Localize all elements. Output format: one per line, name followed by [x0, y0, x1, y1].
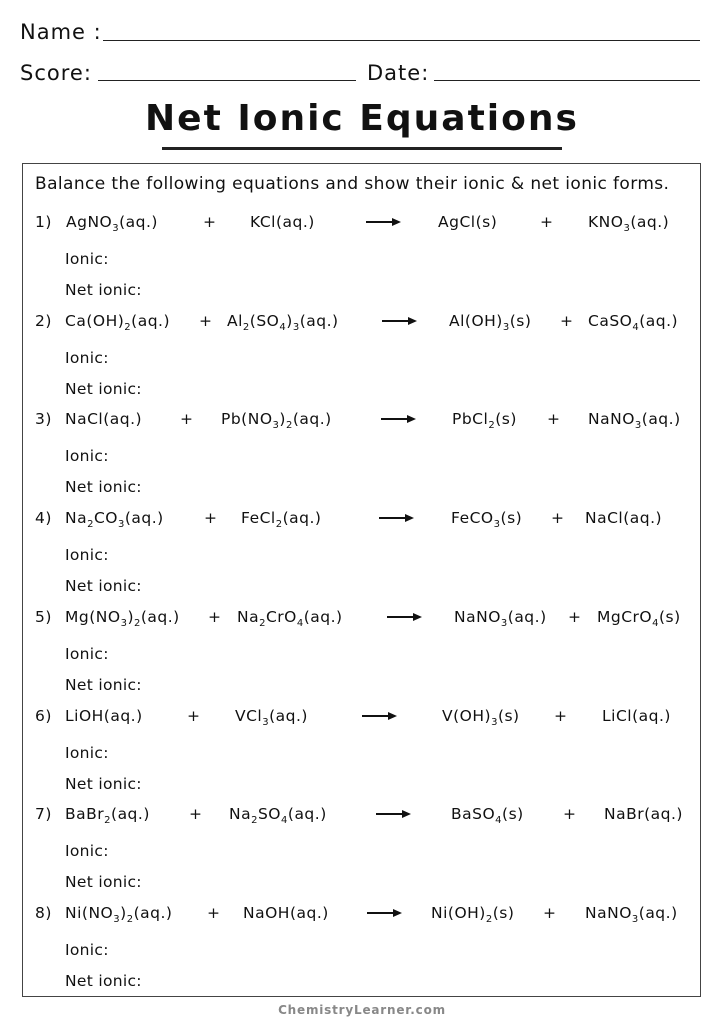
equation-number: 8): [35, 904, 52, 922]
plus-sign: +: [547, 410, 561, 428]
equation-number: 4): [35, 509, 52, 527]
plus-sign: +: [203, 213, 217, 231]
equation-number: 6): [35, 707, 52, 725]
equation-number: 5): [35, 608, 52, 626]
title-underline: [162, 147, 562, 150]
equation-row: [0, 312, 724, 338]
plus-sign: +: [540, 213, 554, 231]
plus-sign: +: [189, 805, 203, 823]
plus-sign: +: [568, 608, 582, 626]
plus-sign: +: [207, 904, 221, 922]
instructions: Balance the following equations and show their ionic & net ionic forms.: [35, 174, 670, 194]
reactant-2: $Na_2SO_4(aq.)$: [229, 805, 327, 826]
plus-sign: +: [208, 608, 222, 626]
net-ionic-label: Net ionic:: [65, 972, 142, 990]
reactant-1: $Mg(NO_3)_2(aq.)$: [65, 608, 180, 629]
ionic-label: Ionic:: [65, 349, 109, 367]
product-2: NaBr(aq.): [604, 805, 683, 823]
reaction-arrow-icon: [381, 414, 417, 424]
product-2: NaCl(aq.): [585, 509, 663, 527]
equation-number: 7): [35, 805, 52, 823]
plus-sign: +: [180, 410, 194, 428]
reaction-arrow-icon: [367, 908, 403, 918]
plus-sign: +: [187, 707, 201, 725]
equation-row: [0, 213, 724, 239]
date-field[interactable]: [434, 80, 700, 81]
reactant-1: BaBr$_2$(aq.): [65, 805, 150, 826]
product-1: BaSO$_4$(s): [451, 805, 524, 826]
reactant-1: $Na_2CO_3(aq.)$: [65, 509, 164, 530]
equation-number: 2): [35, 312, 52, 330]
net-ionic-label: Net ionic:: [65, 873, 142, 891]
plus-sign: +: [563, 805, 577, 823]
equation-row: [0, 707, 724, 733]
plus-sign: +: [543, 904, 557, 922]
reactant-2: FeCl$_2$(aq.): [241, 509, 322, 530]
product-1: NaNO$_3$(aq.): [454, 608, 547, 629]
equation-row: [0, 410, 724, 436]
plus-sign: +: [551, 509, 565, 527]
product-2: NaNO$_3$(aq.): [585, 904, 678, 925]
reaction-arrow-icon: [362, 711, 398, 721]
name-label: Name :: [20, 20, 102, 44]
reaction-arrow-icon: [376, 809, 412, 819]
reactant-2: NaOH(aq.): [243, 904, 329, 922]
product-1: AgCl(s): [438, 213, 498, 231]
name-field[interactable]: [103, 40, 700, 41]
product-2: $KNO_3(aq.)$: [588, 213, 670, 234]
product-1: PbCl$_2$(s): [452, 410, 517, 431]
equation-row: [0, 509, 724, 535]
reaction-arrow-icon: [366, 217, 402, 227]
reactant-2: $Na_2CrO_4(aq.)$: [237, 608, 343, 629]
net-ionic-label: Net ionic:: [65, 281, 142, 299]
footer-site: ChemistryLearner.com: [278, 1003, 446, 1017]
reactant-2: KCl(aq.): [250, 213, 315, 231]
ionic-label: Ionic:: [65, 645, 109, 663]
product-1: $V(OH)_3(s)$: [442, 707, 520, 728]
ionic-label: Ionic:: [65, 842, 109, 860]
net-ionic-label: Net ionic:: [65, 577, 142, 595]
plus-sign: +: [554, 707, 568, 725]
reactant-1: $Ca(OH)_2(aq.)$: [65, 312, 171, 333]
equation-number: 1): [35, 213, 52, 231]
reactant-2: VCl$_3$(aq.): [235, 707, 308, 728]
product-2: NaNO$_3$(aq.): [588, 410, 681, 431]
product-2: CaSO$_4$(aq.): [588, 312, 679, 333]
score-label: Score:: [20, 61, 92, 85]
plus-sign: +: [560, 312, 574, 330]
net-ionic-label: Net ionic:: [65, 775, 142, 793]
plus-sign: +: [204, 509, 218, 527]
reaction-arrow-icon: [379, 513, 415, 523]
equation-number: 3): [35, 410, 52, 428]
net-ionic-label: Net ionic:: [65, 380, 142, 398]
ionic-label: Ionic:: [65, 250, 109, 268]
date-label: Date:: [367, 61, 430, 85]
reactant-1: $Ni(NO_3)_2(aq.)$: [65, 904, 173, 925]
net-ionic-label: Net ionic:: [65, 478, 142, 496]
product-2: LiCl(aq.): [602, 707, 671, 725]
reactant-2: $Al_2(SO_4)_3(aq.)$: [227, 312, 339, 333]
reactant-2: $Pb(NO_3)_2(aq.)$: [221, 410, 332, 431]
reactant-1: NaCl(aq.): [65, 410, 143, 428]
ionic-label: Ionic:: [65, 941, 109, 959]
score-field[interactable]: [98, 80, 356, 81]
equation-row: [0, 904, 724, 930]
product-1: $Al(OH)_3(s)$: [449, 312, 532, 333]
ionic-label: Ionic:: [65, 744, 109, 762]
plus-sign: +: [199, 312, 213, 330]
worksheet-title: Net Ionic Equations: [145, 98, 579, 139]
ionic-label: Ionic:: [65, 546, 109, 564]
product-1: FeCO$_3$(s): [451, 509, 523, 530]
equation-row: [0, 805, 724, 831]
product-1: $Ni(OH)_2(s)$: [431, 904, 515, 925]
product-2: MgCrO$_4$(s): [597, 608, 681, 629]
reaction-arrow-icon: [387, 612, 423, 622]
equation-row: [0, 608, 724, 634]
reactant-1: AgNO$_3$(aq.): [66, 213, 158, 234]
reactant-1: LiOH(aq.): [65, 707, 143, 725]
reaction-arrow-icon: [382, 316, 418, 326]
net-ionic-label: Net ionic:: [65, 676, 142, 694]
ionic-label: Ionic:: [65, 447, 109, 465]
